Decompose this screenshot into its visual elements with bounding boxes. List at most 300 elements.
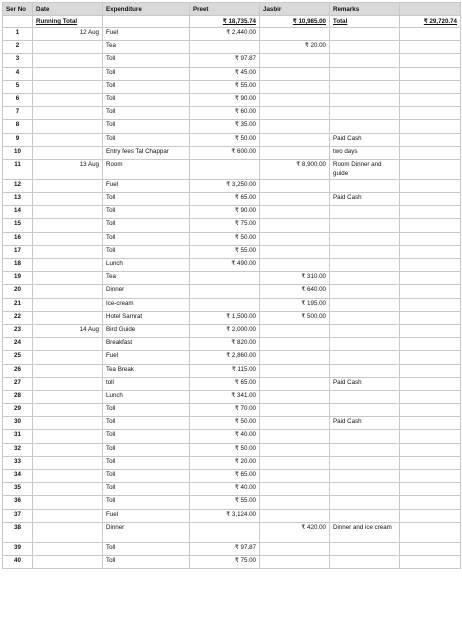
expenditure-cell[interactable]: Tea Break [103,364,190,377]
jasbir-amount-cell[interactable] [260,542,330,555]
blank-cell[interactable] [400,430,461,443]
date-cell[interactable] [33,54,103,67]
remarks-cell[interactable] [330,496,400,509]
jasbir-amount-cell[interactable] [260,93,330,106]
blank-cell[interactable] [400,417,461,430]
blank-cell[interactable] [400,93,461,106]
jasbir-amount-cell[interactable] [260,206,330,219]
ser-no-cell[interactable]: 1 [3,28,33,41]
table-row [3,193,461,206]
jasbir-amount-cell[interactable] [260,193,330,206]
date-cell[interactable] [33,219,103,232]
jasbir-amount-cell[interactable] [260,324,330,337]
ser-no-cell[interactable]: 5 [3,80,33,93]
preet-amount-cell[interactable]: ₹ 115.00 [190,364,260,377]
preet-amount-cell[interactable]: ₹ 2,860.00 [190,351,260,364]
grand-total-cell[interactable] [400,16,461,28]
jasbir-amount-cell[interactable]: ₹ 8,900.00 [260,159,330,179]
blank-cell[interactable] [400,496,461,509]
preet-amount-cell[interactable]: ₹ 50.00 [190,417,260,430]
date-cell[interactable] [33,206,103,219]
remarks-cell[interactable] [330,179,400,192]
ser-no-cell[interactable]: 31 [3,430,33,443]
ser-no-cell[interactable]: 32 [3,443,33,456]
preet-amount-cell[interactable]: ₹ 97.87 [190,54,260,67]
blank-cell[interactable] [400,272,461,285]
blank-cell[interactable] [400,120,461,133]
expenditure-cell[interactable]: Toll [103,219,190,232]
expenditure-cell[interactable]: Toll [103,417,190,430]
date-cell[interactable] [33,67,103,80]
preet-amount-cell[interactable]: ₹ 50.00 [190,443,260,456]
ser-no-cell[interactable]: 33 [3,456,33,469]
expenditure-cell[interactable]: Toll [103,404,190,417]
ser-no-cell[interactable]: 19 [3,272,33,285]
ser-no-cell[interactable]: 9 [3,133,33,146]
table-row [3,272,461,285]
expenditure-cell[interactable]: Tea [103,41,190,54]
date-cell[interactable] [33,555,103,568]
total-ser-cell[interactable] [3,16,33,28]
blank-cell[interactable] [400,146,461,159]
ser-no-cell[interactable]: 38 [3,522,33,542]
preet-amount-cell[interactable]: ₹ 50.00 [190,133,260,146]
ser-no-cell[interactable]: 25 [3,351,33,364]
blank-cell[interactable] [400,509,461,522]
preet-amount-cell[interactable]: ₹ 55.00 [190,245,260,258]
blank-cell[interactable] [400,28,461,41]
preet-amount-cell[interactable]: ₹ 70.00 [190,404,260,417]
date-cell[interactable] [33,272,103,285]
remarks-cell[interactable]: Paid Cash [330,417,400,430]
jasbir-amount-cell[interactable] [260,245,330,258]
total-exp-cell[interactable] [103,16,190,28]
ser-no-cell[interactable]: 7 [3,107,33,120]
jasbir-amount-cell[interactable] [260,107,330,120]
blank-cell[interactable] [400,80,461,93]
table-row [3,483,461,496]
date-cell[interactable] [33,542,103,555]
expenditure-cell[interactable]: Toll [103,54,190,67]
ser-no-cell[interactable]: 30 [3,417,33,430]
blank-cell[interactable] [400,483,461,496]
date-cell[interactable] [33,351,103,364]
expenditure-cell[interactable]: Breakfast [103,338,190,351]
date-cell[interactable] [33,107,103,120]
ser-no-cell[interactable]: 21 [3,298,33,311]
preet-amount-cell[interactable]: ₹ 3,124.00 [190,509,260,522]
date-cell[interactable] [33,179,103,192]
blank-cell[interactable] [400,54,461,67]
expenditure-cell[interactable]: Toll [103,193,190,206]
date-cell[interactable] [33,193,103,206]
remarks-cell[interactable] [330,338,400,351]
jasbir-amount-cell[interactable] [260,28,330,41]
ser-no-cell[interactable]: 27 [3,377,33,390]
date-cell[interactable] [33,146,103,159]
jasbir-amount-cell[interactable] [260,80,330,93]
blank-cell[interactable] [400,179,461,192]
preet-amount-cell[interactable]: ₹ 45.00 [190,67,260,80]
remarks-cell[interactable] [330,80,400,93]
jasbir-amount-cell[interactable] [260,496,330,509]
expenditure-cell[interactable]: Toll [103,496,190,509]
blank-cell[interactable] [400,206,461,219]
jasbir-amount-cell[interactable] [260,430,330,443]
remarks-cell[interactable] [330,245,400,258]
remarks-cell[interactable] [330,542,400,555]
expenditure-cell[interactable]: Toll [103,93,190,106]
preet-amount-cell[interactable]: ₹ 97.87 [190,542,260,555]
preet-amount-cell[interactable]: ₹ 55.00 [190,80,260,93]
ser-no-cell[interactable]: 20 [3,285,33,298]
jasbir-amount-cell[interactable] [260,483,330,496]
expenditure-cell[interactable]: Toll [103,245,190,258]
remarks-cell[interactable] [330,120,400,133]
jasbir-amount-cell[interactable] [260,470,330,483]
expenditure-cell[interactable]: Toll [103,555,190,568]
remarks-cell[interactable]: Paid Cash [330,377,400,390]
date-cell[interactable] [33,404,103,417]
blank-cell[interactable] [400,67,461,80]
preet-amount-cell[interactable]: ₹ 1,500.00 [190,311,260,324]
jasbir-amount-cell[interactable] [260,404,330,417]
remarks-cell[interactable] [330,443,400,456]
preet-amount-cell[interactable]: ₹ 820.00 [190,338,260,351]
date-cell[interactable] [33,430,103,443]
remarks-cell[interactable] [330,67,400,80]
ser-no-cell[interactable]: 18 [3,259,33,272]
remarks-cell[interactable]: Paid Cash [330,193,400,206]
remarks-cell[interactable] [330,107,400,120]
date-cell[interactable]: 14 Aug [33,324,103,337]
date-cell[interactable] [33,338,103,351]
jasbir-amount-cell[interactable] [260,133,330,146]
blank-cell[interactable] [400,351,461,364]
ser-no-cell[interactable]: 29 [3,404,33,417]
jasbir-amount-cell[interactable]: ₹ 195.00 [260,298,330,311]
ser-no-cell[interactable]: 34 [3,470,33,483]
preet-amount-cell[interactable]: ₹ 40.00 [190,483,260,496]
blank-cell[interactable] [400,456,461,469]
expenditure-cell[interactable]: Toll [103,232,190,245]
header-expenditure[interactable]: Expenditure [103,3,190,16]
remarks-cell[interactable]: Room Dinner and guide [330,159,400,179]
expenditure-cell[interactable]: Toll [103,456,190,469]
blank-cell[interactable] [400,542,461,555]
total-label-cell[interactable] [330,16,400,28]
preet-amount-cell[interactable]: ₹ 600.00 [190,146,260,159]
jasbir-amount-cell[interactable] [260,120,330,133]
expenditure-cell[interactable]: Hotel Samrat [103,311,190,324]
preet-total-cell[interactable] [190,16,260,28]
date-cell[interactable] [33,417,103,430]
remarks-cell[interactable] [330,206,400,219]
ser-no-cell[interactable]: 14 [3,206,33,219]
blank-cell[interactable] [400,470,461,483]
jasbir-amount-cell[interactable]: ₹ 310.00 [260,272,330,285]
remarks-cell[interactable] [330,324,400,337]
date-cell[interactable] [33,245,103,258]
expenditure-cell[interactable]: toll [103,377,190,390]
date-cell[interactable] [33,120,103,133]
remarks-cell[interactable] [330,470,400,483]
date-cell[interactable]: 13 Aug [33,159,103,179]
expenditure-cell[interactable]: Room [103,159,190,179]
jasbir-amount-cell[interactable]: ₹ 500.00 [260,311,330,324]
expenditure-cell[interactable]: Lunch [103,390,190,403]
remarks-cell[interactable]: Paid Cash [330,133,400,146]
jasbir-amount-cell[interactable] [260,179,330,192]
expenditure-cell[interactable]: Toll [103,430,190,443]
preet-amount-cell[interactable] [190,298,260,311]
expenditure-cell[interactable]: Toll [103,107,190,120]
jasbir-amount-cell[interactable] [260,232,330,245]
ser-no-cell[interactable]: 40 [3,555,33,568]
preet-amount-cell[interactable]: ₹ 65.00 [190,470,260,483]
remarks-cell[interactable] [330,285,400,298]
preet-amount-cell[interactable]: ₹ 75.00 [190,555,260,568]
ser-no-cell[interactable]: 6 [3,93,33,106]
remarks-cell[interactable] [330,555,400,568]
expenditure-cell[interactable]: Dinner [103,285,190,298]
remarks-cell[interactable] [330,219,400,232]
expenditure-cell[interactable]: Toll [103,80,190,93]
jasbir-amount-cell[interactable] [260,67,330,80]
remarks-cell[interactable] [330,41,400,54]
running-total-label-cell[interactable] [33,16,103,28]
table-row [3,41,461,54]
ser-no-cell[interactable]: 22 [3,311,33,324]
ser-no-cell[interactable]: 37 [3,509,33,522]
expenditure-cell[interactable]: Entry fees Tal Chappar [103,146,190,159]
expenditure-cell[interactable]: Fuel [103,179,190,192]
table-row [3,28,461,41]
remarks-cell[interactable] [330,298,400,311]
jasbir-amount-cell[interactable] [260,417,330,430]
remarks-cell[interactable]: Dinner and ice cream [330,522,400,542]
blank-cell[interactable] [400,298,461,311]
preet-amount-cell[interactable]: ₹ 90.00 [190,206,260,219]
expenditure-cell[interactable]: Toll [103,120,190,133]
expenditure-cell[interactable]: Toll [103,206,190,219]
header-date[interactable]: Date [33,3,103,16]
date-cell[interactable] [33,456,103,469]
date-cell[interactable] [33,509,103,522]
blank-cell[interactable] [400,219,461,232]
ser-no-cell[interactable]: 15 [3,219,33,232]
blank-cell[interactable] [400,193,461,206]
ser-no-cell[interactable]: 11 [3,159,33,179]
preet-amount-cell[interactable] [190,159,260,179]
jasbir-amount-cell[interactable]: ₹ 640.00 [260,285,330,298]
preet-amount-cell[interactable]: ₹ 60.00 [190,107,260,120]
remarks-cell[interactable] [330,509,400,522]
jasbir-amount-cell[interactable]: ₹ 20.00 [260,41,330,54]
blank-cell[interactable] [400,443,461,456]
date-cell[interactable] [33,443,103,456]
ser-no-cell[interactable]: 10 [3,146,33,159]
remarks-cell[interactable] [330,364,400,377]
remarks-cell[interactable] [330,259,400,272]
blank-cell[interactable] [400,285,461,298]
ser-no-cell[interactable]: 24 [3,338,33,351]
preet-amount-cell[interactable]: ₹ 55.00 [190,496,260,509]
jasbir-amount-cell[interactable] [260,259,330,272]
jasbir-amount-cell[interactable] [260,54,330,67]
remarks-cell[interactable] [330,28,400,41]
remarks-cell[interactable] [330,483,400,496]
preet-amount-cell[interactable]: ₹ 341.00 [190,390,260,403]
expenditure-cell[interactable]: Toll [103,67,190,80]
jasbir-amount-cell[interactable] [260,377,330,390]
blank-cell[interactable] [400,41,461,54]
expenditure-cell[interactable]: Toll [103,133,190,146]
jasbir-amount-cell[interactable] [260,509,330,522]
ser-no-cell[interactable]: 12 [3,179,33,192]
jasbir-amount-cell[interactable] [260,555,330,568]
ser-no-cell[interactable]: 17 [3,245,33,258]
ser-no-cell[interactable]: 3 [3,54,33,67]
date-cell[interactable] [33,522,103,542]
date-cell[interactable] [33,298,103,311]
date-cell[interactable] [33,470,103,483]
jasbir-amount-cell[interactable] [260,443,330,456]
preet-amount-cell[interactable] [190,285,260,298]
preet-amount-cell[interactable]: ₹ 65.00 [190,193,260,206]
ser-no-cell[interactable]: 16 [3,232,33,245]
date-cell[interactable] [33,41,103,54]
ser-no-cell[interactable]: 4 [3,67,33,80]
date-cell[interactable] [33,80,103,93]
remarks-cell[interactable] [330,272,400,285]
blank-cell[interactable] [400,107,461,120]
header-remarks[interactable]: Remarks [330,3,400,16]
ser-no-cell[interactable]: 36 [3,496,33,509]
date-cell[interactable]: 12 Aug [33,28,103,41]
remarks-cell[interactable] [330,456,400,469]
ser-no-cell[interactable]: 35 [3,483,33,496]
jasbir-amount-cell[interactable] [260,146,330,159]
expenditure-cell[interactable]: Toll [103,443,190,456]
expenditure-cell[interactable]: Ice-cream [103,298,190,311]
remarks-cell[interactable]: two days [330,146,400,159]
header-jasbir[interactable]: Jasbir [260,3,330,16]
blank-cell[interactable] [400,311,461,324]
remarks-cell[interactable] [330,93,400,106]
expenditure-cell[interactable]: Dinner [103,522,190,542]
date-cell[interactable] [33,311,103,324]
preet-amount-cell[interactable]: ₹ 50.00 [190,232,260,245]
ser-no-cell[interactable]: 28 [3,390,33,403]
ser-no-cell[interactable]: 26 [3,364,33,377]
header-ser-no[interactable]: Ser No [3,3,33,16]
remarks-cell[interactable] [330,390,400,403]
preet-amount-cell[interactable]: ₹ 20.00 [190,456,260,469]
blank-cell[interactable] [400,338,461,351]
expenditure-cell[interactable]: Fuel [103,351,190,364]
preet-amount-cell[interactable]: ₹ 90.00 [190,93,260,106]
header-blank[interactable] [400,3,461,16]
expenditure-cell[interactable]: Fuel [103,28,190,41]
blank-cell[interactable] [400,259,461,272]
header-preet[interactable]: Preet [190,3,260,16]
ser-no-cell[interactable]: 2 [3,41,33,54]
expenditure-cell[interactable]: Toll [103,483,190,496]
ser-no-cell[interactable]: 8 [3,120,33,133]
date-cell[interactable] [33,285,103,298]
expenditure-cell[interactable]: Bird Guide [103,324,190,337]
date-cell[interactable] [33,232,103,245]
ser-no-cell[interactable]: 39 [3,542,33,555]
table-row [3,245,461,258]
blank-cell[interactable] [400,390,461,403]
blank-cell[interactable] [400,522,461,542]
jasbir-amount-cell[interactable] [260,364,330,377]
blank-cell[interactable] [400,245,461,258]
remarks-cell[interactable] [330,311,400,324]
date-cell[interactable] [33,364,103,377]
date-cell[interactable] [33,483,103,496]
preet-amount-cell[interactable]: ₹ 3,250.00 [190,179,260,192]
preet-amount-cell[interactable]: ₹ 40.00 [190,430,260,443]
remarks-cell[interactable] [330,404,400,417]
jasbir-amount-cell[interactable] [260,338,330,351]
blank-cell[interactable] [400,555,461,568]
jasbir-amount-cell[interactable] [260,219,330,232]
jasbir-amount-cell[interactable]: ₹ 420.00 [260,522,330,542]
expenditure-cell[interactable]: Toll [103,542,190,555]
expenditure-cell[interactable]: Lunch [103,259,190,272]
preet-amount-cell[interactable]: ₹ 65.00 [190,377,260,390]
date-cell[interactable] [33,259,103,272]
expenditure-cell[interactable]: Tea [103,272,190,285]
remarks-cell[interactable] [330,54,400,67]
expenditure-cell[interactable]: Fuel [103,509,190,522]
jasbir-total-cell[interactable] [260,16,330,28]
blank-cell[interactable] [400,377,461,390]
jasbir-amount-cell[interactable] [260,351,330,364]
preet-amount-cell[interactable] [190,41,260,54]
blank-cell[interactable] [400,324,461,337]
blank-cell[interactable] [400,133,461,146]
blank-cell[interactable] [400,159,461,179]
jasbir-amount-cell[interactable] [260,456,330,469]
date-cell[interactable] [33,390,103,403]
preet-amount-cell[interactable]: ₹ 2,000.00 [190,324,260,337]
date-cell[interactable] [33,133,103,146]
preet-amount-cell[interactable] [190,522,260,542]
date-cell[interactable] [33,93,103,106]
remarks-cell[interactable] [330,351,400,364]
ser-no-cell[interactable]: 23 [3,324,33,337]
preet-amount-cell[interactable] [190,272,260,285]
jasbir-amount-cell[interactable] [260,390,330,403]
date-cell[interactable] [33,377,103,390]
preet-amount-cell[interactable]: ₹ 35.00 [190,120,260,133]
blank-cell[interactable] [400,404,461,417]
blank-cell[interactable] [400,364,461,377]
remarks-cell[interactable] [330,232,400,245]
date-cell[interactable] [33,496,103,509]
preet-amount-cell[interactable]: ₹ 75.00 [190,219,260,232]
preet-amount-cell[interactable]: ₹ 490.00 [190,259,260,272]
ser-no-cell[interactable]: 13 [3,193,33,206]
remarks-cell[interactable] [330,430,400,443]
preet-amount-cell[interactable]: ₹ 2,440.00 [190,28,260,41]
blank-cell[interactable] [400,232,461,245]
expenditure-cell[interactable]: Toll [103,470,190,483]
